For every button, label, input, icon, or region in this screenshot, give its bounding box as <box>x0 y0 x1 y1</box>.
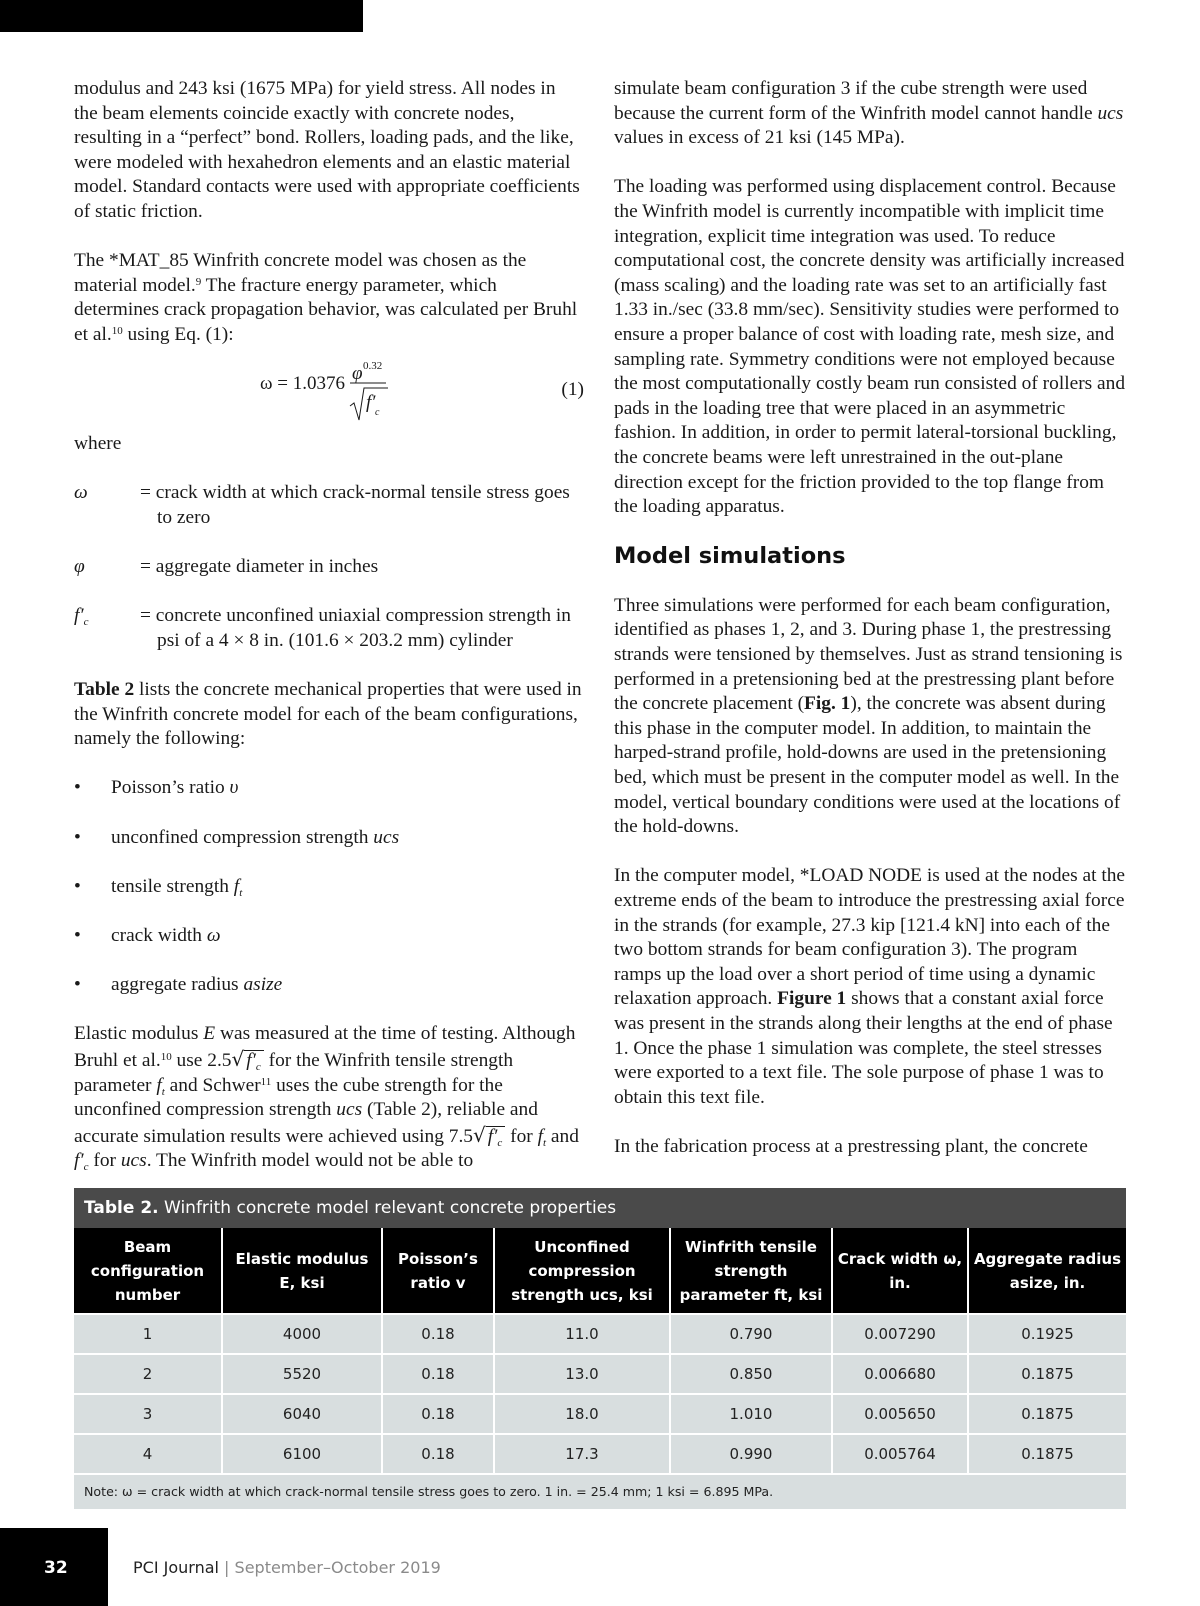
table-header-row <box>74 1228 1126 1314</box>
bullet-item: • crack width ω <box>74 925 221 946</box>
eq-lhs: ω = 1.0376 <box>260 373 345 395</box>
paragraph: Three simulations were performed for each beam configuration, identified as phases 1, 2, and 3. During phase 1, the prestressing strands were tensioned by themselves. Just as strand tensioning is performed in a pretensioning bed at the prestressing plant before the concrete placement (Fig. 1), the concrete was absent during this phase in the computer model. In addition, to maintain the harped-strand profile, hold-downs are used in the pretensioning bed, which must be present in the computer model as well. In the model, vertical boundary conditions were used at the locations of the hold-downs. <box>614 594 1123 838</box>
table-cell: 17.3 <box>494 1434 670 1473</box>
table-cell: 0.18 <box>382 1354 494 1394</box>
paragraph: In the computer model, *LOAD NODE is used at the nodes at the extreme ends of the beam to introduce the prestressing axial force in the strands (for example, 27.3 kip [121.4 kN] into each of the two bottom strands for beam configuration 3). The program ramps up the load over a short period of time using a dynamic relaxation approach. Figure 1 shows that a constant axial force was present in the strands along their lengths at the end of phase 1. Once the phase 1 simulation was complete, the steel stresses were exported to a text file. The sole purpose of phase 1 was to obtain this text file. <box>614 865 1126 1108</box>
paragraph: modulus and 243 ksi (1675 MPa) for yield stress. All nodes in the beam elements coincide exactly with concrete nodes, resulting in a “perfect” bond. Rollers, loading pads, and the like, were modeled with hexahedron elements and an elastic material model. Standard contacts were used with appropriate coefficients of static friction. <box>74 78 580 222</box>
table-cell: 0.18 <box>382 1434 494 1473</box>
table-caption: Table 2. Winfrith concrete model relevant concrete properties <box>74 1188 1126 1228</box>
column-header: Aggregate radius asize, in. <box>968 1228 1126 1314</box>
definition-omega: ω = crack width at which crack-normal tensile stress goes to zero <box>74 482 570 528</box>
table-cell: 2 <box>74 1354 222 1394</box>
left-column <box>74 77 584 1174</box>
header-bar <box>0 0 363 32</box>
table-cell: 0.1875 <box>968 1434 1126 1473</box>
table-cell: 6040 <box>222 1394 382 1434</box>
table-cell: 6100 <box>222 1434 382 1473</box>
paragraph: Table 2 lists the concrete mechanical properties that were used in the Winfrith concrete model for each of the beam configurations, namely the following: <box>74 679 582 750</box>
equation-number: (1) <box>561 379 584 401</box>
eq-exponent: 0.32 <box>363 360 383 373</box>
definition-phi: φ = aggregate diameter in inches <box>74 556 379 578</box>
paragraph: The *MAT_85 Winfrith concrete model was chosen as the material model.$^9$ The fracture energy parameter, which determines crack propagation behavior, was calculated per Bruhl et al.$^{10}$ using Eq. (1): <box>74 250 578 345</box>
eq-fc: f′ <box>366 392 376 414</box>
properties-table <box>74 1228 1126 1473</box>
page-number: 32 <box>44 1558 68 1578</box>
paragraph: simulate beam configuration 3 if the cube strength were used because the current form of the Winfrith model cannot handle ucs values in excess of 21 ksi (145 MPa). <box>614 78 1124 149</box>
table-cell: 1 <box>74 1314 222 1354</box>
table-cell: 0.006680 <box>832 1354 968 1394</box>
eq-phi: φ <box>352 363 363 385</box>
column-header: Crack width ω, in. <box>832 1228 968 1314</box>
footer-journal: PCI Journal | September–October 2019 <box>133 1558 441 1577</box>
table-cell: 4000 <box>222 1314 382 1354</box>
table-cell: 0.1875 <box>968 1394 1126 1434</box>
table-cell: 11.0 <box>494 1314 670 1354</box>
bullet-item: • Poisson’s ratio υ <box>74 777 239 799</box>
paragraph: Elastic modulus E was measured at the time of testing. Although Bruhl et al.$^{10}$ use 2.5√ $f'_c$ for the Winfrith tensile strength parameter $f_t$ and Schwer$^{11}$ uses the cube strength for the unconfined compression strength ucs (Table 2), reliable and accurate simulation results were achieved using 7.5√ $f'_c$ for $f_t$ and $f'_c$ for ucs. The Winfrith model would not be able to <box>74 1023 579 1174</box>
section-heading: Model simulations <box>614 543 846 570</box>
table-cell: 1.010 <box>670 1394 832 1434</box>
table-cell: 0.790 <box>670 1314 832 1354</box>
bullet-item: • tensile strength $f_t$ <box>74 875 243 899</box>
paragraph: The loading was performed using displacement control. Because the Winfrith model is currently incompatible with implicit time integration, explicit time integration was used. To reduce computational cost, the concrete density was artificially increased (mass scaling) and the loading rate was set to an artificially fast 1.33 in./sec (33.8 mm/sec). Sensitivity studies were performed to ensure a proper balance of cost with loading rate, mesh size, and sampling rate. Symmetry conditions were not employed because the most computationally costly beam run consisted of rollers and pads in the loading tree that were placed in an asymmetric fashion. In addition, in order to permit lateral-torsional buckling, the concrete beams were left unrestrained in the out-plane direction except for the friction provided to the top flange from the loading apparatus. <box>614 176 1126 518</box>
table-cell: 13.0 <box>494 1354 670 1394</box>
table-cell: 3 <box>74 1394 222 1434</box>
table-cell: 18.0 <box>494 1394 670 1434</box>
right-column <box>614 77 1129 1160</box>
table-cell: 0.850 <box>670 1354 832 1394</box>
equation-1 <box>74 358 584 432</box>
column-header: Elastic modulus E, ksi <box>222 1228 382 1314</box>
table-row <box>74 1314 1126 1354</box>
table-row <box>74 1354 1126 1394</box>
column-header: Beam configuration number <box>74 1228 222 1314</box>
eq-fc-sub: c <box>375 407 380 419</box>
table-cell: 0.990 <box>670 1434 832 1473</box>
table-cell: 4 <box>74 1434 222 1473</box>
column-header: Winfrith tensile strength parameter ft, ksi <box>670 1228 832 1314</box>
where-label: where <box>74 433 122 455</box>
table-cell: 0.005650 <box>832 1394 968 1434</box>
table-cell: 5520 <box>222 1354 382 1394</box>
bullet-item: • aggregate radius asize <box>74 974 283 996</box>
journal-name: PCI Journal <box>133 1558 219 1577</box>
column-header: Poisson’s ratio v <box>382 1228 494 1314</box>
table-note: Note: ω = crack width at which crack-normal tensile stress goes to zero. 1 in. = 25.4 mm; 1 ksi = 6.895 MPa. <box>74 1473 1126 1509</box>
table-row <box>74 1434 1126 1473</box>
table-row <box>74 1394 1126 1434</box>
equation-formula <box>260 358 400 432</box>
bullet-item: • unconfined compression strength ucs <box>74 826 400 848</box>
table-cell: 0.1925 <box>968 1314 1126 1354</box>
table-cell: 0.007290 <box>832 1314 968 1354</box>
journal-issue: September–October 2019 <box>234 1558 441 1577</box>
table-cell: 0.18 <box>382 1314 494 1354</box>
column-header: Unconfined compression strength ucs, ksi <box>494 1228 670 1314</box>
table-2 <box>74 1188 1126 1509</box>
paragraph: In the fabrication process at a prestressing plant, the concrete <box>614 1135 1088 1157</box>
table-cell: 0.18 <box>382 1394 494 1434</box>
table-cell: 0.005764 <box>832 1434 968 1473</box>
table-cell: 0.1875 <box>968 1354 1126 1394</box>
definition-fc: $f'_c$ = concrete unconfined uniaxial compression strength in psi of a 4 × 8 in. (101.6 × 203.2 mm) cylinder <box>74 605 571 651</box>
